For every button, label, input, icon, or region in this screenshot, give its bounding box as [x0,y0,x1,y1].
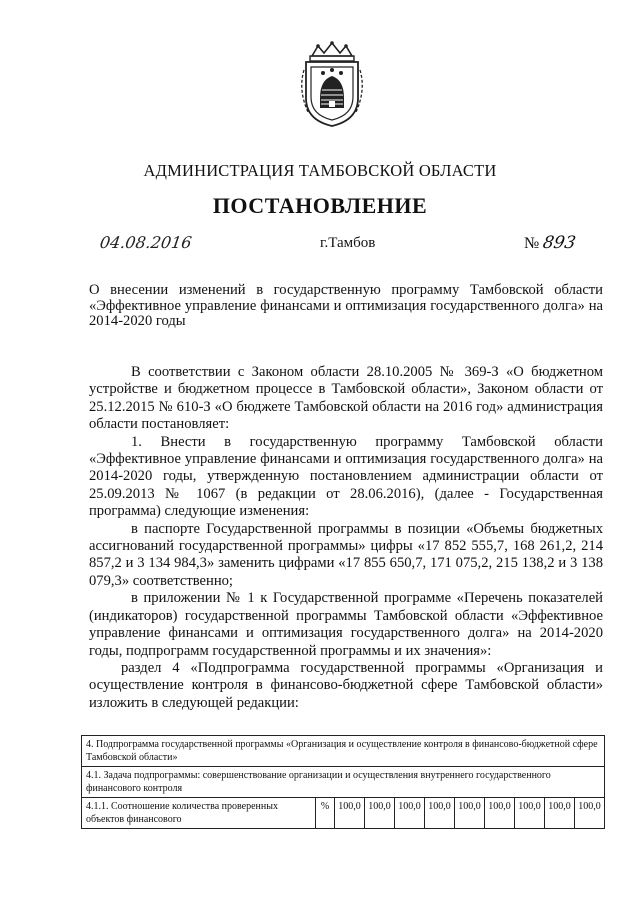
table-cell-unit: % [316,798,335,829]
agency-name: АДМИНИСТРАЦИЯ ТАМБОВСКОЙ ОБЛАСТИ [143,161,497,180]
table-cell-task: 4.1. Задача подпрограммы: совершенствование организации и осуществления внутреннего государственного финансового контроля [82,767,605,798]
table-cell-value: 100,0 [485,798,515,829]
table-row [82,736,605,767]
table-cell-value: 100,0 [335,798,365,829]
handwritten-date: 04.08.2016 [98,233,193,252]
table-cell-value: 100,0 [515,798,545,829]
table-cell-value: 100,0 [575,798,605,829]
document-type-title: ПОСТАНОВЛЕНИЕ [212,193,428,218]
table-cell-value: 100,0 [425,798,455,829]
table-cell-value: 100,0 [395,798,425,829]
number-sign: № [524,235,540,252]
coat-of-arms-emblem [296,40,368,130]
table-row [82,798,605,829]
table-cell-value: 100,0 [455,798,485,829]
table-cell-subprogram: 4. Подпрограмма государственной программы «Организация и осуществление контроля в финансово-бюджетной сфере Тамбовской области» [82,736,605,767]
document-subject: О внесении изменений в государственную программу Тамбовской области «Эффективное управление финансами и оптимизация государственного долга» на 2014-2020 годы [89,282,603,329]
city-name: г.Тамбов [320,235,376,251]
indicators-table [81,735,605,829]
body-paragraph-appendix-change: в приложении № 1 к Государственной программе «Перечень показателей (индикаторов) государственной программы Тамбовской области «Эффективное управление финансами и оптимизация государственного долга» на 2014-2020 годы, подпрограмм государственной программы и их значения»: [89,590,603,659]
table-cell-value: 100,0 [365,798,395,829]
document-number [524,233,576,253]
table-cell-value: 100,0 [545,798,575,829]
body-paragraph-section-4: раздел 4 «Подпрограмма государственной программы «Организация и осуществление контроля в финансово-бюджетной сфере Тамбовской области» изложить в следующей редакции: [89,659,603,711]
document-body [89,364,603,712]
table-row [82,767,605,798]
body-paragraph-preamble: В соответствии с Законом области 28.10.2005 № 369-З «О бюджетном устройстве и бюджетном процессе в Тамбовской области», Законом области от 25.12.2015 № 610-З «О бюджете Тамбовской области на 2016 год» администрация области постановляет: [89,364,603,433]
handwritten-number: 893 [541,233,578,253]
body-paragraph-item-1: 1. Внести в государственную программу Тамбовской области «Эффективное управление финансами и оптимизация государственного долга» на 2014-2020 годы, утвержденную постановлением администрации области от 25.09.2013 № 1067 (в редакции от 28.06.2016), (далее - Государственная программа) следующие изменения: [89,433,603,520]
body-paragraph-passport-change: в паспорте Государственной программы в позиции «Объемы бюджетных ассигнований государственной программы» цифры «17 852 555,7, 168 261,2, 214 857,2 и 3 134 984,3» заменить цифрами «17 855 650,7, 171 075,2, 215 138,2 и 3 138 079,3» соответственно; [89,520,603,589]
table-cell-indicator-label: 4.1.1. Соотношение количества проверенных объектов финансового [82,798,316,829]
